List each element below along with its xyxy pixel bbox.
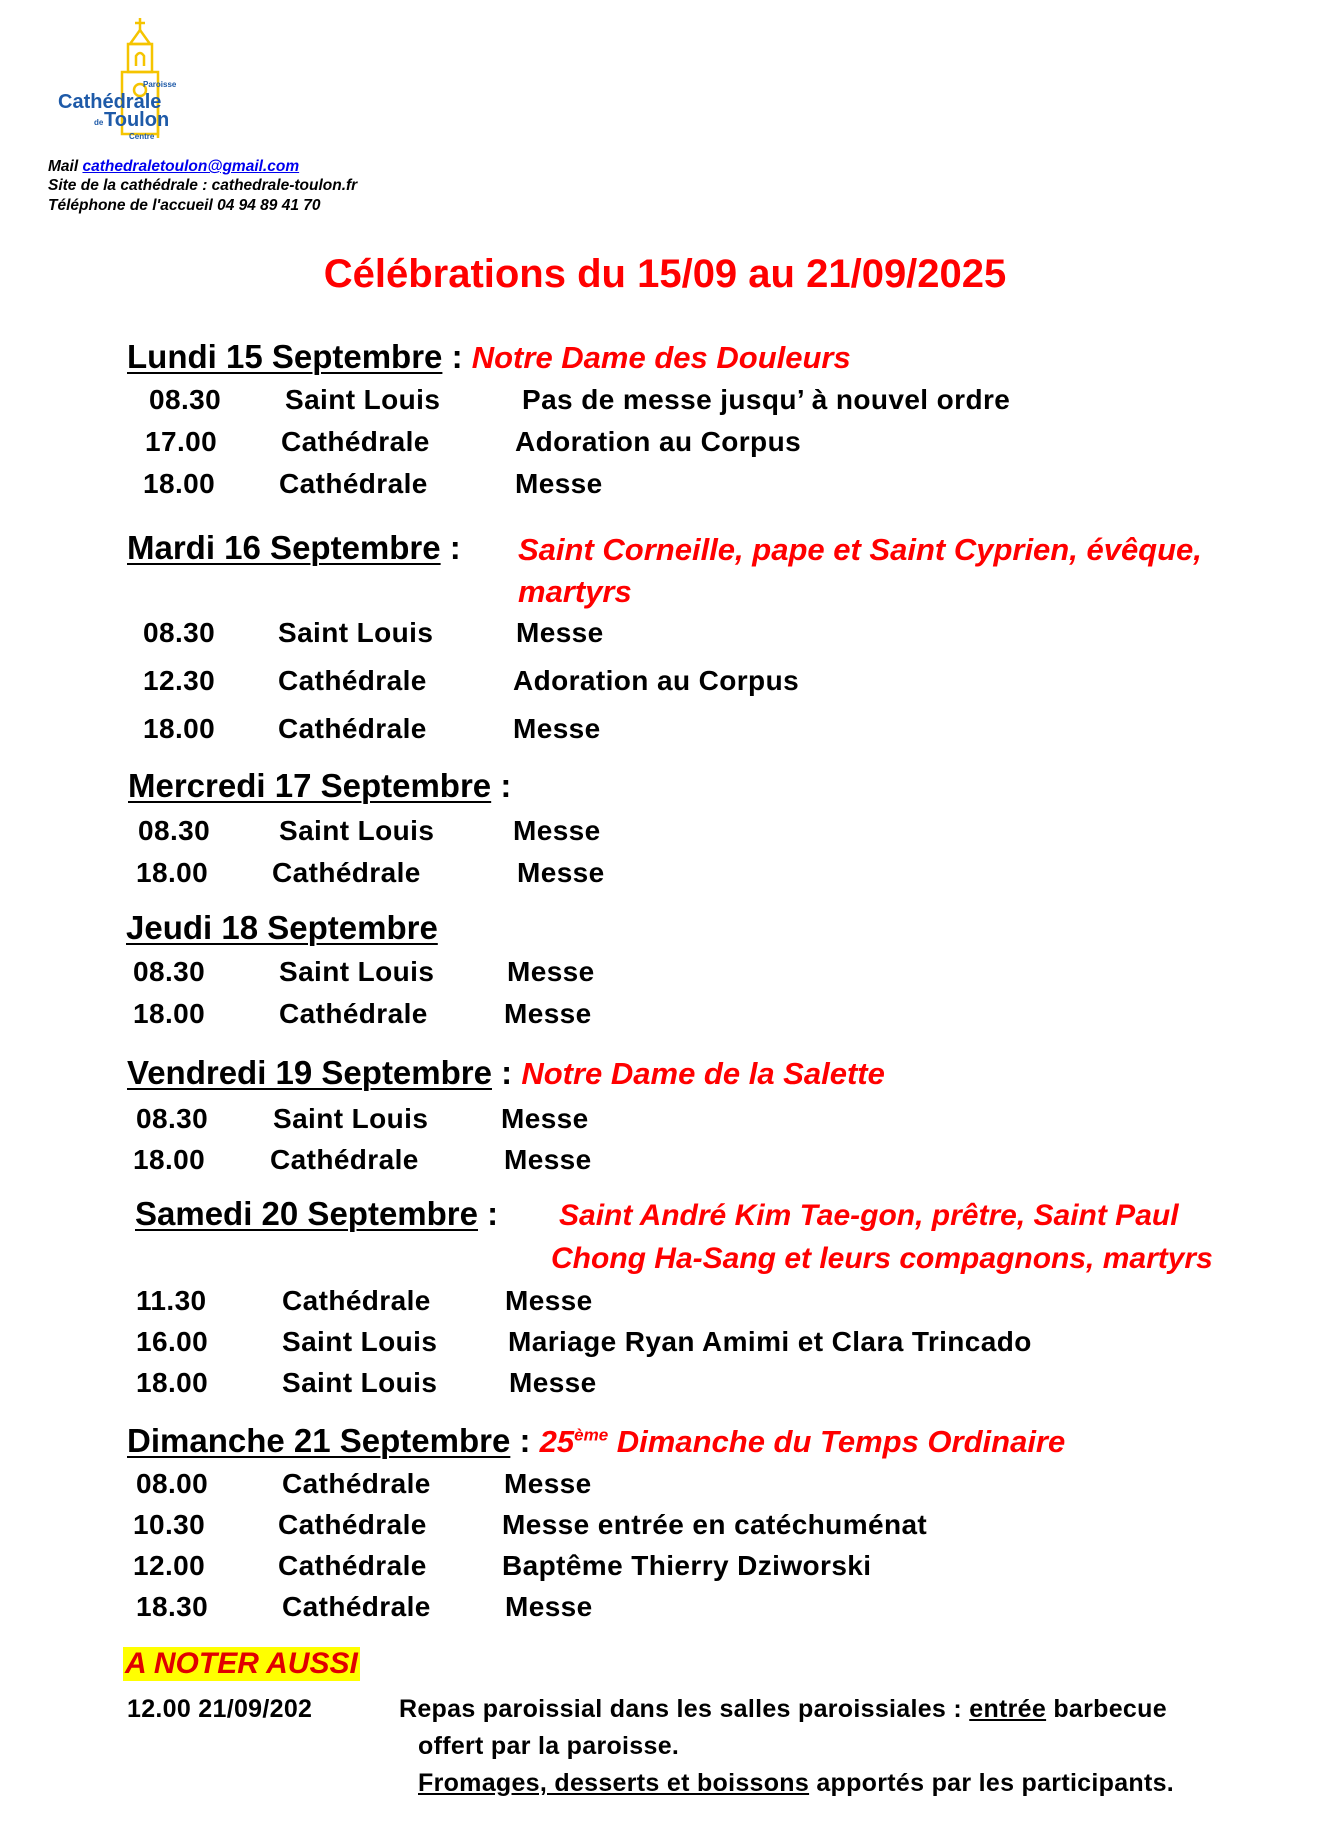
entry-event: Adoration au Corpus <box>513 665 800 696</box>
day-sep: : <box>491 1054 522 1091</box>
mail-label: Mail <box>48 158 83 175</box>
day-heading <box>126 909 438 947</box>
entry-time: 18.00 <box>136 857 209 888</box>
entry-event: Adoration au Corpus <box>515 426 802 457</box>
entry-place: Saint Louis <box>279 815 435 846</box>
entry-event: Messe <box>517 857 605 888</box>
entry-place: Cathédrale <box>282 1285 431 1316</box>
logo-text-cathedrale: Cathédrale <box>58 91 162 113</box>
logo-text-de: de <box>94 118 104 127</box>
day-sep: : <box>478 1195 499 1232</box>
day-name: Jeudi 18 Septembre <box>126 909 438 946</box>
entry-event: Messe <box>505 1285 593 1316</box>
entry-time: 12.30 <box>143 665 216 696</box>
logo-text-paroisse: Paroisse <box>143 80 177 89</box>
feast-name-cont: Chong Ha-Sang et leurs compagnons, martyrs <box>551 1242 1213 1275</box>
entry-time: 18.00 <box>143 468 216 499</box>
entry-time: 10.30 <box>133 1509 206 1540</box>
entry-time: 16.00 <box>136 1326 209 1357</box>
entry-place: Saint Louis <box>285 384 441 415</box>
day-name: Samedi 20 Septembre <box>135 1195 478 1232</box>
entry-place: Cathédrale <box>282 1591 431 1622</box>
note-text: Repas paroissial dans les salles paroissiales : <box>399 1695 970 1723</box>
feast-name <box>540 1424 1066 1459</box>
entry-place: Cathédrale <box>270 1144 419 1175</box>
entry-place: Saint Louis <box>279 956 435 987</box>
note-underlined: entrée <box>969 1695 1047 1723</box>
note-heading: A NOTER AUSSI <box>125 1647 358 1680</box>
entry-time: 08.30 <box>138 815 211 846</box>
contact-mail <box>48 158 299 176</box>
note-line-2: offert par la paroisse. <box>418 1732 680 1760</box>
entry-event: Pas de messe jusqu’ à nouvel ordre <box>522 384 1011 415</box>
mail-link[interactable]: cathedraletoulon@gmail.com <box>82 158 300 175</box>
entry-time: 18.30 <box>136 1591 209 1622</box>
day-name: Mercredi 17 Septembre <box>128 767 492 804</box>
entry-event: Messe <box>504 1468 592 1499</box>
entry-event: Messe entrée en catéchuménat <box>502 1509 928 1540</box>
entry-event: Messe <box>504 1144 592 1175</box>
page-title: Célébrations du 15/09 au 21/09/2025 <box>323 252 1007 296</box>
note-time-date: 12.00 21/09/202 <box>127 1695 313 1723</box>
entry-time: 08.00 <box>136 1468 209 1499</box>
entry-place: Cathédrale <box>282 1468 431 1499</box>
day-heading <box>127 1422 1065 1460</box>
entry-event: Messe <box>501 1103 589 1134</box>
feast-ordinal: ème <box>574 1425 609 1445</box>
entry-event: Baptême Thierry Dziworski <box>502 1550 872 1581</box>
feast-name: Saint Corneille, pape et Saint Cyprien, évêque, <box>518 532 1202 567</box>
day-name: Mardi 16 Septembre <box>127 529 441 566</box>
entry-time: 08.30 <box>136 1103 209 1134</box>
entry-event: Messe <box>513 713 601 744</box>
feast-name-cont: martyrs <box>518 574 632 609</box>
entry-time: 12.00 <box>133 1550 206 1581</box>
day-heading <box>127 1054 885 1092</box>
feast-name: Notre Dame de la Salette <box>521 1056 885 1091</box>
day-sep: : <box>491 767 512 804</box>
logo-text-toulon: Toulon <box>104 109 170 131</box>
entry-event: Messe <box>513 815 601 846</box>
entry-time: 18.00 <box>133 1144 206 1175</box>
day-name: Vendredi 19 Septembre <box>127 1054 492 1091</box>
entry-place: Cathédrale <box>272 857 421 888</box>
entry-place: Cathédrale <box>278 665 427 696</box>
entry-time: 18.00 <box>143 713 216 744</box>
entry-time: 17.00 <box>145 426 218 457</box>
entry-event: Mariage Ryan Amimi et Clara Trincado <box>508 1326 1032 1357</box>
entry-time: 18.00 <box>136 1367 209 1398</box>
entry-event: Messe <box>504 998 592 1029</box>
entry-event: Messe <box>509 1367 597 1398</box>
note-line-3 <box>418 1769 1174 1798</box>
note-text: barbecue <box>1046 1695 1167 1723</box>
entry-event: Messe <box>507 956 595 987</box>
day-sep: : <box>442 338 472 375</box>
contact-site: Site de la cathédrale : cathedrale-toulon.fr <box>48 177 358 194</box>
parish-logo <box>56 14 177 144</box>
entry-place: Saint Louis <box>282 1367 438 1398</box>
day-sep: : <box>440 529 461 566</box>
entry-time: 08.30 <box>149 384 222 415</box>
entry-time: 08.30 <box>133 956 206 987</box>
logo-text-centre: Centre <box>129 132 155 141</box>
note-underlined: Fromages, desserts et boissons <box>418 1769 810 1797</box>
entry-place: Cathédrale <box>278 1550 427 1581</box>
entry-event: Messe <box>505 1591 593 1622</box>
entry-place: Cathédrale <box>281 426 430 457</box>
entry-place: Cathédrale <box>279 468 428 499</box>
feast-rest: Dimanche du Temps Ordinaire <box>608 1424 1066 1459</box>
day-heading <box>127 529 461 567</box>
contact-phone: Téléphone de l'accueil 04 94 89 41 70 <box>48 197 321 214</box>
entry-place: Saint Louis <box>278 617 434 648</box>
day-heading <box>135 1195 498 1233</box>
feast-name: Saint André Kim Tae-gon, prêtre, Saint Paul <box>559 1199 1179 1232</box>
entry-event: Messe <box>515 468 603 499</box>
feast-number: 25 <box>539 1424 575 1459</box>
entry-place: Cathédrale <box>278 1509 427 1540</box>
day-sep: : <box>510 1422 540 1459</box>
entry-place: Cathédrale <box>279 998 428 1029</box>
entry-place: Cathédrale <box>278 713 427 744</box>
entry-place: Saint Louis <box>282 1326 438 1357</box>
entry-time: 18.00 <box>133 998 206 1029</box>
day-heading <box>127 338 851 376</box>
feast-name: Notre Dame des Douleurs <box>471 340 851 375</box>
entry-time: 08.30 <box>143 617 216 648</box>
day-name: Lundi 15 Septembre <box>127 338 443 375</box>
entry-place: Saint Louis <box>273 1103 429 1134</box>
entry-event: Messe <box>516 617 604 648</box>
day-heading <box>128 767 511 805</box>
day-name: Dimanche 21 Septembre <box>127 1422 511 1459</box>
note-line-1 <box>399 1695 1167 1724</box>
entry-time: 11.30 <box>136 1285 207 1316</box>
note-text: apportés par les participants. <box>809 1769 1175 1797</box>
